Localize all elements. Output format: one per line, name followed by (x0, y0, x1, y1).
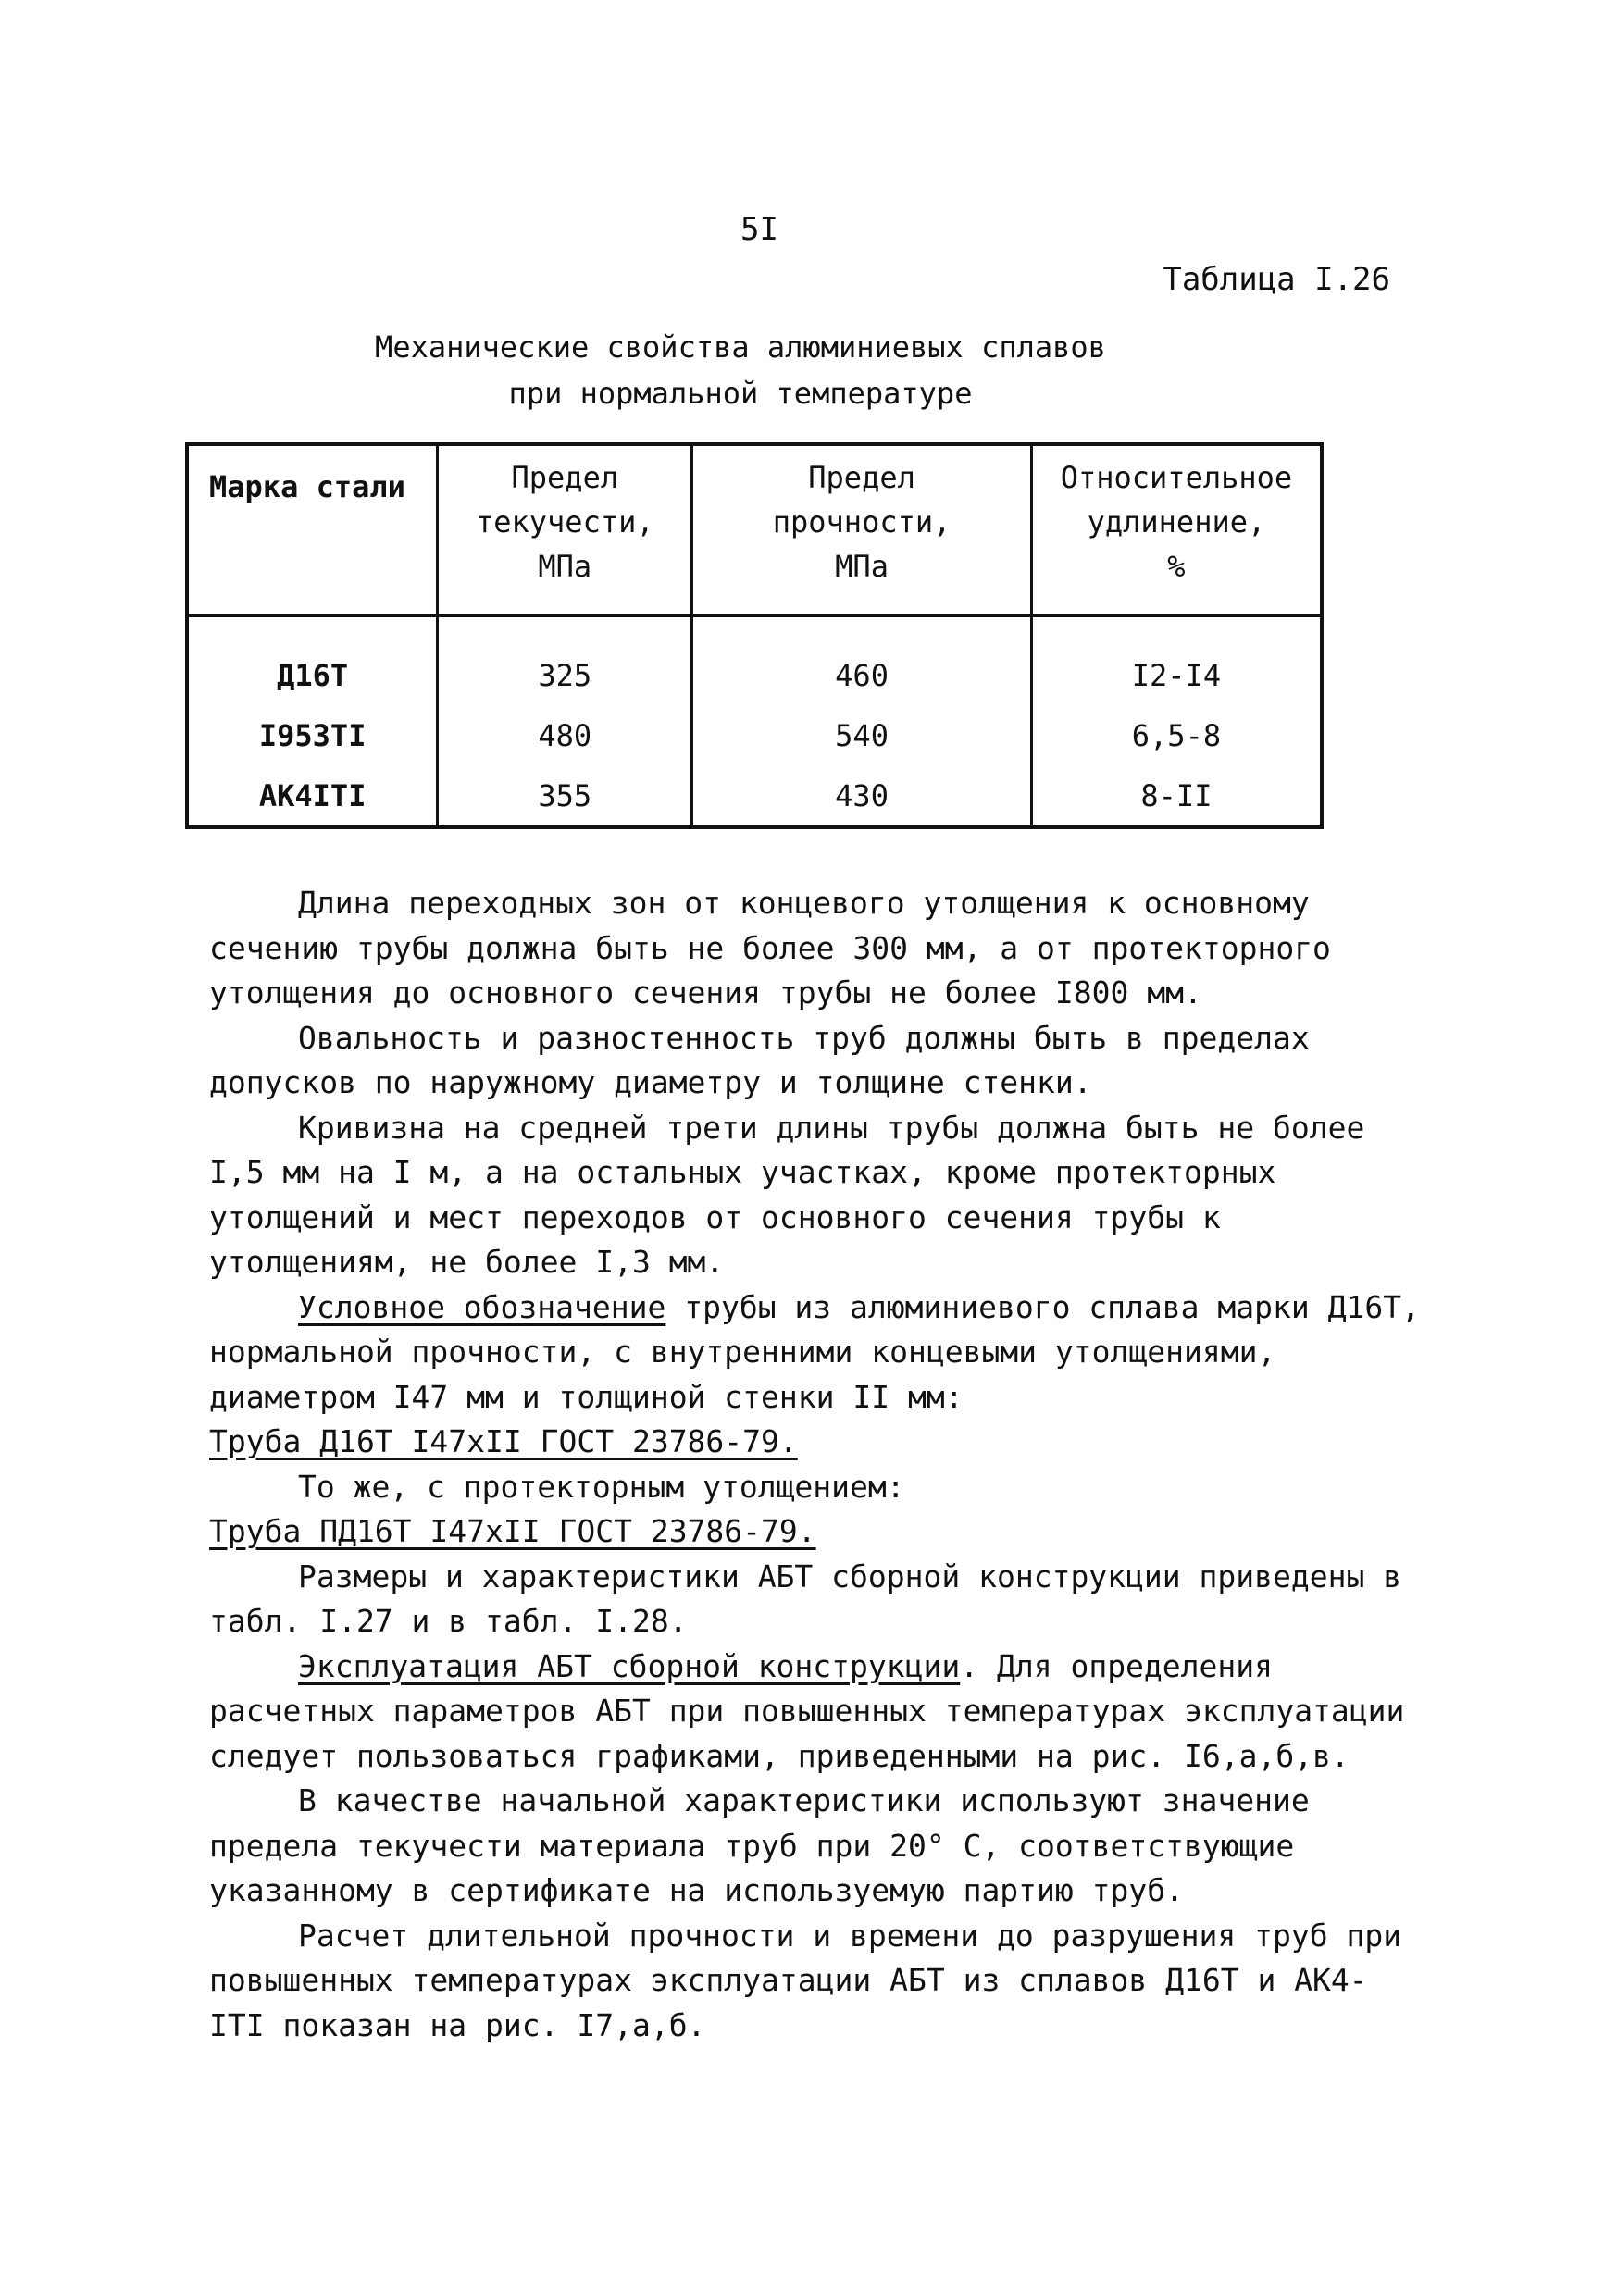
table-row (189, 616, 1320, 706)
table-header-row (189, 446, 1320, 616)
header-elongation-line-2: удлинение, (1087, 504, 1266, 540)
paragraph-operation (209, 1644, 1422, 1780)
designation-heading: Условное обозначение (298, 1288, 666, 1325)
header-strength-line-1: Предел (808, 460, 915, 495)
header-grade-label: Марка стали (209, 469, 405, 504)
table-label: Таблица I.26 (1163, 261, 1390, 298)
cell-elongation: 6,5-8 (1031, 705, 1320, 765)
paragraph-initial-characteristic: В качестве начальной характеристики используют значение предела текучести материала труб при 20° С, соответствующие указанному в сертификате на используемую партию труб. (209, 1782, 1310, 1908)
designation-example-2-text: Труба ПД16Т I47хII ГОСТ 23786-79. (209, 1513, 816, 1549)
paragraph-ovality: Овальность и разностенность труб должны быть в пределах допусков по наружному диаметру и толщине стенки. (209, 1019, 1310, 1100)
cell-strength: 430 (692, 765, 1032, 825)
header-yield-line-2: текучести, (475, 504, 654, 540)
paragraph-long-term-strength: Расчет длительной прочности и времени до разрушения труб при повышенных температурах эксплуатации АБТ из сплавов Д16Т и АК4-ITI показан на рис. I7,а,б. (209, 1917, 1402, 2043)
header-grade (189, 446, 438, 616)
header-strength (692, 446, 1032, 616)
properties-table-grid (189, 446, 1320, 825)
header-yield-line-1: Предел (511, 460, 619, 495)
paragraph-curvature: Кривизна на средней трети длины трубы должна быть не более I,5 мм на I м, а на остальных участках, кроме протекторных утолщений и мест переходов от основного сечения трубы к утолщениям, не более I,3 мм. (209, 1109, 1365, 1280)
operation-text: . Для определения расчетных параметров АБТ при повышенных температурах эксплуатации следует пользоваться графиками, приведенными на рис. I6,а,б,в. (209, 1647, 1405, 1774)
properties-table (185, 442, 1324, 829)
caption-line-1: Механические свойства алюминиевых сплавов (375, 329, 1106, 365)
header-elongation-line-3: % (1167, 549, 1186, 584)
designation-example-2 (209, 1509, 1422, 1555)
paragraph-dimensions: Размеры и характеристики АБТ сборной конструкции приведены в табл. I.27 и в табл. I.28. (209, 1558, 1402, 1639)
table-row (189, 705, 1320, 765)
page-number: 5I (740, 211, 778, 248)
cell-yield: 325 (438, 616, 692, 706)
designation-text: трубы из алюминиевого сплава марки Д16Т, нормальной прочности, с внутренними концевыми утолщениями, диаметром I47 мм и толщиной стенки II мм: (209, 1288, 1420, 1415)
cell-strength: 540 (692, 705, 1032, 765)
caption-line-2: при нормальной температуре (508, 376, 973, 411)
paragraph-transition-zones: Длина переходных зон от концевого утолщения к основному сечению трубы должна быть не более 300 мм, а от протекторного утолщения до основного сечения трубы не более I800 мм. (209, 885, 1331, 1011)
cell-yield: 480 (438, 705, 692, 765)
cell-elongation: 8-II (1031, 765, 1320, 825)
cell-yield: 355 (438, 765, 692, 825)
cell-grade: АК4ITI (258, 777, 367, 813)
designation-example-1-text: Труба Д16Т I47хII ГОСТ 23786-79. (209, 1423, 798, 1459)
operation-heading: Эксплуатация АБТ сборной конструкции (298, 1647, 961, 1684)
header-yield-line-3: МПа (538, 549, 592, 584)
header-strength-line-2: прочности, (772, 504, 952, 540)
table-caption (278, 324, 1203, 416)
cell-elongation: I2-I4 (1031, 616, 1320, 706)
paragraph-same-protector: То же, с протекторным утолщением: (298, 1468, 905, 1505)
header-elongation (1031, 446, 1320, 616)
paragraph-designation (209, 1285, 1422, 1421)
cell-grade: I953TI (258, 717, 367, 753)
header-strength-line-3: МПа (835, 549, 889, 584)
table-row (189, 765, 1320, 825)
header-yield (438, 446, 692, 616)
header-elongation-line-1: Относительное (1060, 460, 1293, 495)
cell-grade: Д16Т (277, 657, 349, 693)
body-text (209, 881, 1422, 2048)
cell-strength: 460 (692, 616, 1032, 706)
designation-example-1 (209, 1420, 1422, 1465)
